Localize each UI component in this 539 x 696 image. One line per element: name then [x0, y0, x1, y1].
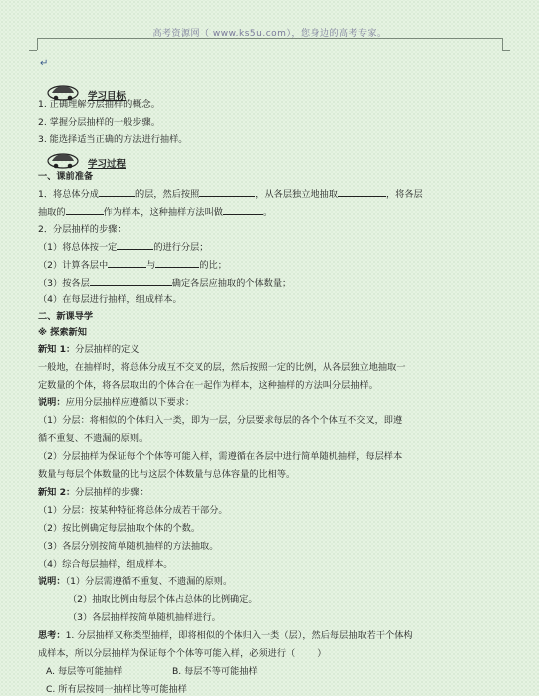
note-1-item-2a: （2）分层抽样为保证每个个体等可能入样，需遵循在各层中进行简单随机抽样，每层样本 — [38, 451, 403, 462]
q1-text-f: 作为样本，这种抽样方法叫做 — [103, 207, 223, 218]
note-1-item-2b: 数量与每层个体数量的比与这层个体数量与总体容量的比相等。 — [38, 469, 296, 480]
q1-text-g: 。 — [263, 207, 273, 218]
think-text-2b: ） — [317, 648, 327, 659]
knowledge-2-heading — [38, 486, 149, 499]
k1-text-line-2: 定数量的个体，将各层取出的个体合在一起作为样本，这种抽样的方法叫分层抽样。 — [38, 380, 378, 391]
step-2 — [38, 258, 227, 272]
step-1-blank[interactable] — [117, 240, 153, 250]
k2-step-4: （4）综合每层抽样，组成样本。 — [38, 559, 173, 570]
k2-step-2: （2）按比例确定每层抽取个体的个数。 — [38, 523, 201, 534]
note-2-item-1 — [38, 575, 232, 588]
question-2: 2．分层抽样的步骤： — [38, 224, 127, 235]
think-label: 思考： — [38, 630, 66, 641]
k2-step-3: （3）各层分别按简单随机抽样的方法抽取。 — [38, 541, 219, 552]
note-2-text-1: （1）分层需遵循不重复、不遗漏的原则。 — [65, 576, 233, 587]
q1-blank-5[interactable] — [223, 205, 263, 215]
step-1 — [38, 240, 208, 254]
process-title: 学习过程 — [88, 159, 127, 170]
step-2-blank-2[interactable] — [155, 258, 199, 268]
q1-blank-1[interactable] — [99, 187, 135, 197]
goals-title: 学习目标 — [88, 91, 127, 102]
k1-label: 新知 1： — [38, 344, 76, 355]
note-text: 应用分层抽样应遵循以下要求： — [65, 397, 195, 408]
prep-heading: 一、课前准备 — [38, 171, 94, 182]
step-1-text-b: 的进行分层； — [153, 242, 209, 253]
q1-blank-3[interactable] — [338, 187, 386, 197]
new-lesson-heading: 二、新课导学 — [38, 311, 94, 322]
k2-step-1: （1）分层：按某种特征将总体分成若干部分。 — [38, 505, 228, 516]
q1-text-c: ，从各层独立地抽取 — [255, 189, 338, 200]
think-line-2 — [38, 647, 326, 660]
step-3 — [38, 276, 291, 290]
k2-title: 分层抽样的步骤： — [75, 487, 149, 498]
step-3-text-a: （3）按各层 — [38, 278, 90, 289]
goal-item-1: 1. 正确理解分层抽样的概念。 — [38, 99, 160, 110]
knowledge-1-heading — [38, 343, 139, 356]
step-3-blank[interactable] — [90, 276, 172, 286]
option-b: B. 每层不等可能抽样 — [172, 666, 258, 677]
question-1-line-1 — [38, 187, 423, 201]
q1-text-d: ，将各层 — [385, 189, 423, 200]
header-rule — [37, 38, 502, 39]
step-2-blank-1[interactable] — [108, 258, 146, 268]
q1-blank-2[interactable] — [199, 187, 255, 197]
page-header-text: 高考资源网（ www.ks5u.com），您身边的高考专家。 — [152, 29, 387, 39]
margin-corner-right — [502, 38, 503, 50]
step-3-text-b: 确定各层应抽取的个体数量； — [171, 278, 292, 289]
step-4: （4）在每层进行抽样，组成样本。 — [38, 294, 182, 305]
q1-text-e: 抽取的 — [38, 207, 66, 218]
think-line-1 — [38, 629, 413, 642]
q1-text-b: 的层，然后按照 — [134, 189, 200, 200]
step-1-text-a: （1）将总体按一定 — [38, 242, 118, 253]
note-1-item-1a: （1）分层：将相似的个体归入一类，即为一层，分层要求每层的各个个体互不交叉，即遵 — [38, 415, 403, 426]
k2-label: 新知 2： — [38, 487, 76, 498]
note-1-item-1b: 循不重复、不遗漏的原则。 — [38, 433, 149, 444]
margin-corner-left-h — [29, 50, 37, 51]
option-a: A. 每层等可能抽样 — [46, 666, 123, 677]
note-1-heading — [38, 396, 194, 409]
note-2-item-2: （2）抽取比例由每层个体占总体的比例确定。 — [68, 594, 258, 605]
step-2-text-b: 与 — [146, 260, 156, 271]
k1-text-line-1: 一般地，在抽样时，将总体分成互不交叉的层，然后按照一定的比例，从各层独立地抽取一 — [38, 362, 406, 373]
think-text-2a: 成样本，所以分层抽样为保证每个个体等可能入样，必须进行（ — [38, 648, 296, 659]
think-text-1: 1. 分层抽样又称类型抽样，即将相似的个体归入一类（层），然后每层抽取若干个体构 — [65, 630, 413, 641]
explore-heading: ※ 探索新知 — [38, 327, 87, 338]
k1-title: 分层抽样的定义 — [75, 344, 140, 355]
margin-corner-left — [37, 38, 38, 50]
note-2-label: 说明： — [38, 576, 66, 587]
goal-item-3: 3. 能选择适当正确的方法进行抽样。 — [38, 134, 188, 145]
note-label: 说明： — [38, 397, 66, 408]
q1-blank-4[interactable] — [66, 205, 104, 215]
goal-item-2: 2. 掌握分层抽样的一般步骤。 — [38, 117, 160, 128]
step-2-text-a: （2）计算各层中 — [38, 260, 109, 271]
note-2-item-3: （3）各层抽样按简单随机抽样进行。 — [68, 612, 221, 623]
option-c: C. 所有层按同一抽样比等可能抽样 — [46, 684, 187, 695]
paragraph-mark-icon: ↵ — [40, 58, 49, 69]
car-icon — [46, 150, 80, 170]
margin-corner-right-h — [502, 50, 510, 51]
question-1-line-2 — [38, 205, 272, 219]
q1-text-a: 1．将总体分成 — [38, 189, 99, 200]
step-2-text-c: 的比； — [199, 260, 227, 271]
